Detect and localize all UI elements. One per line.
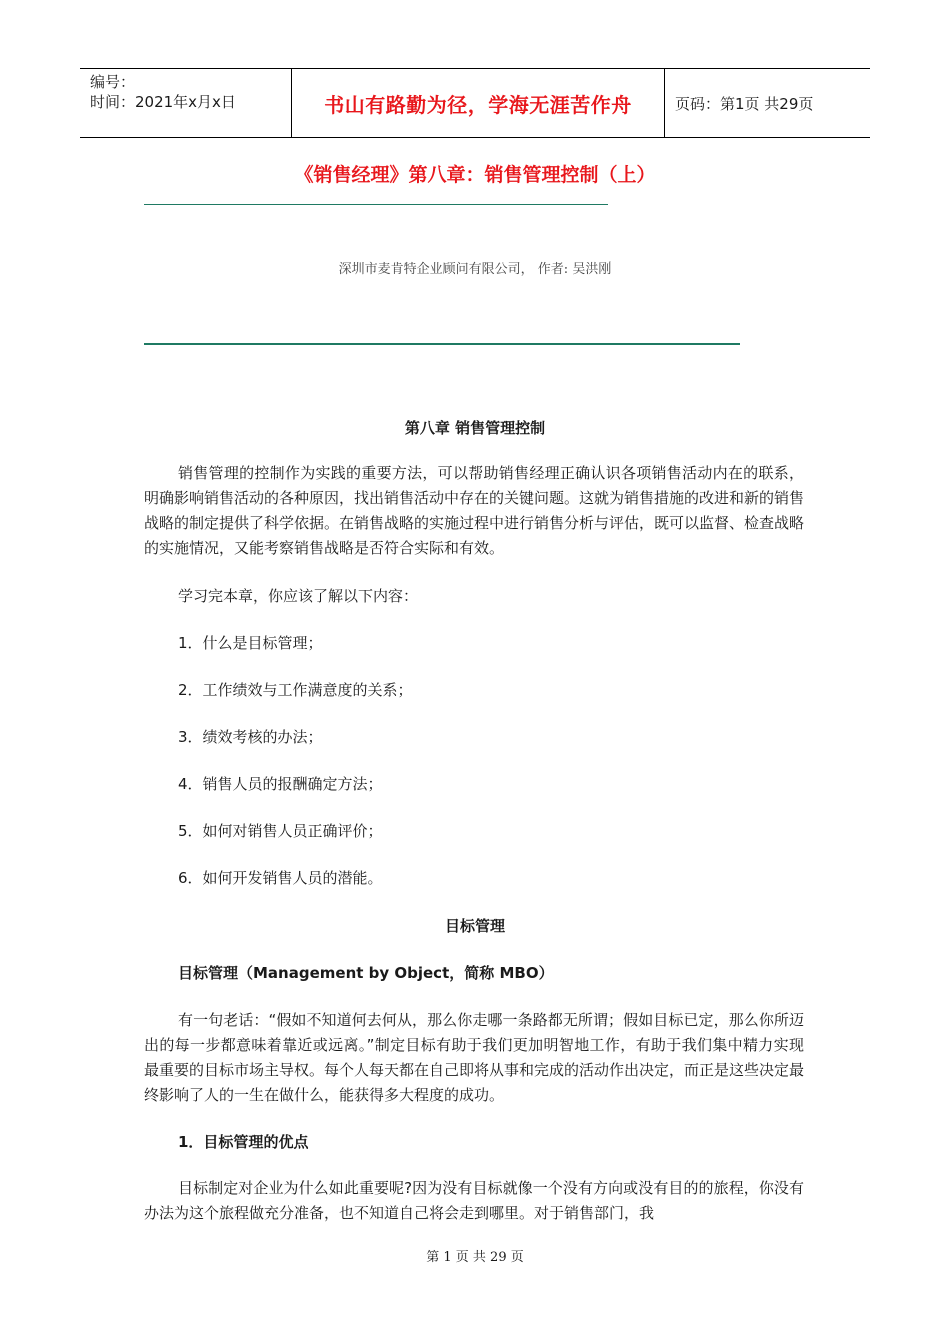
document-title: 《销售经理》第八章：销售管理控制（上） [294, 164, 656, 186]
chapter-heading: 第八章 销售管理控制 [404, 419, 546, 437]
header-table [80, 68, 870, 138]
time-label: 时间：2021年x月x日 [90, 93, 236, 111]
mbo-paragraph: 有一句老话：“假如不知道何去何从，那么你走哪一条路都无所谓；假如目标已定，那么你所迈出的每一步都意味着靠近或远离。”制定目标有助于我们更加明智地工作，有助于我们集中精力实现最重要的目标市场主导权。每个人每天都在自己即将从事和完成的活动作出决定，而正是这些决定最终影响了人的一生在做什么，能获得多大程度的成功。 [144, 1011, 805, 1104]
section-heading: 目标管理 [444, 917, 505, 935]
page-label: 页码：第1页 共29页 [675, 94, 814, 113]
mbo-heading: 目标管理（Management by Object，简称 MBO） [178, 964, 554, 982]
advantages-paragraph: 目标制定对企业为什么如此重要呢?因为没有目标就像一个没有方向或没有目的的旅程，你没有办法为这个旅程做充分准备，也不知道自己将会走到哪里。对于销售部门，我 [144, 1179, 804, 1222]
list-item: 5．如何对销售人员正确评价； [178, 822, 383, 840]
list-item: 4．销售人员的报酬确定方法； [178, 775, 383, 793]
byline-divider [144, 343, 740, 345]
page-footer: 第 1 页 共 29 页 [426, 1250, 524, 1265]
byline: 深圳市麦肯特企业顾问有限公司， 作者: 吴洪刚 [338, 262, 612, 277]
list-item: 1．什么是目标管理； [178, 634, 323, 652]
header-meta-cell [80, 69, 292, 137]
motto: 书山有路勤为径，学海无涯苦作舟 [292, 69, 665, 137]
learn-intro: 学习完本章，你应该了解以下内容： [178, 587, 419, 605]
title-divider [144, 204, 608, 205]
list-item: 3．绩效考核的办法； [178, 728, 323, 746]
list-item: 6．如何开发销售人员的潜能。 [178, 869, 383, 887]
advantages-heading: 1．目标管理的优点 [178, 1133, 309, 1151]
number-label: 编号： [90, 73, 136, 91]
intro-paragraph: 销售管理的控制作为实践的重要方法，可以帮助销售经理正确认识各项销售活动内在的联系，明确影响销售活动的各种原因，找出销售活动中存在的关键问题。这就为销售措施的改进和新的销售战略的制定提供了科学依据。在销售战略的实施过程中进行销售分析与评估，既可以监督、检查战略的实施情况，又能考察销售战略是否符合实际和有效。 [144, 464, 805, 557]
list-item: 2．工作绩效与工作满意度的关系； [178, 681, 413, 699]
